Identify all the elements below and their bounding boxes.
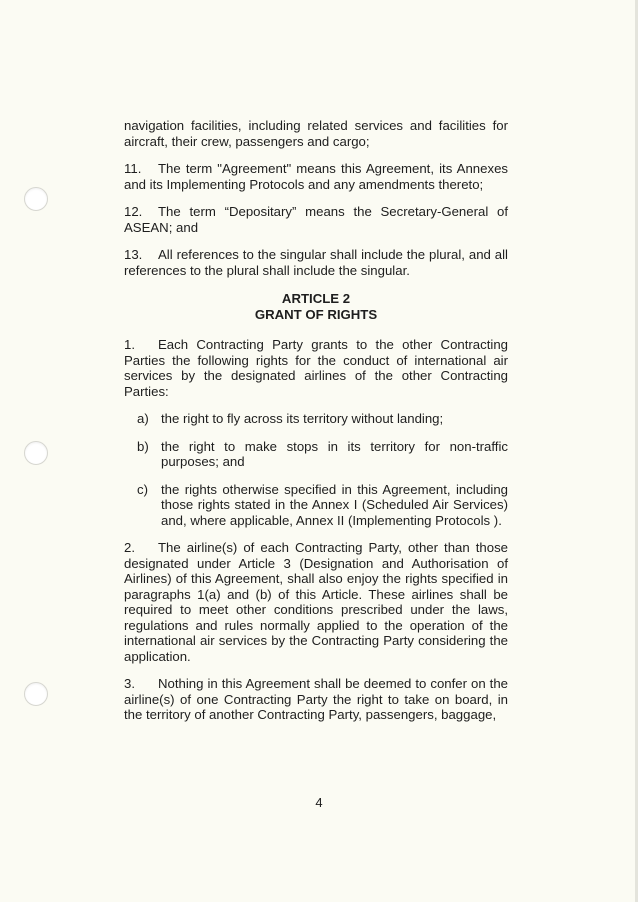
paragraph-text: The airline(s) of each Contracting Party, other than those designated under Article 3 (Designation and Authorisation of Airlines) of this Agreement, shall also enjoy the rights specified in paragraphs 1(a) and (b) of this Article. These airlines shall be required to meet other conditions prescribed under the laws, regulations and rules normally applied to the operation of the international air services by the Contracting Party considering the application. (124, 540, 508, 664)
paragraph-text: Nothing in this Agreement shall be deemed to confer on the airline(s) of one Contracting Party the right to take on board, in the territory of another Contracting Party, passengers, baggage, (124, 676, 508, 722)
paragraph-number: 13. (124, 247, 143, 262)
article-heading (124, 291, 508, 322)
article-paragraph-2 (124, 540, 508, 664)
document-body (124, 118, 508, 735)
list-item-letter: a) (137, 411, 149, 426)
list-item-text: the rights otherwise specified in this Agreement, including those rights stated in the Annex I (Scheduled Air Services) and, where applicable, Annex II (Implementing Protocols ). (161, 481, 508, 528)
paragraph-number: 2. (124, 540, 135, 555)
paragraph-number: 3. (124, 676, 135, 691)
intro-paragraph: navigation facilities, including related services and facilities for aircraft, their crew, passengers and cargo; (124, 118, 508, 149)
punch-hole (24, 682, 48, 706)
paragraph-number: 1. (124, 337, 135, 352)
definition-paragraph (124, 161, 508, 192)
punch-hole (24, 187, 48, 211)
paragraph-number: 12. (124, 204, 143, 219)
definition-paragraph (124, 204, 508, 235)
list-item-text: the right to make stops in its territory for non-traffic purposes; and (161, 438, 508, 469)
list-item (124, 411, 508, 427)
definition-paragraph (124, 247, 508, 278)
paragraph-text: Each Contracting Party grants to the other Contracting Parties the following rights for the conduct of international air services by the designated airlines of the other Contracting Parties: (124, 337, 508, 399)
list-item (124, 439, 508, 470)
list-item (124, 482, 508, 529)
page-number: 4 (315, 795, 323, 810)
article-subtitle: GRANT OF RIGHTS (254, 306, 378, 322)
article-paragraph-1 (124, 337, 508, 399)
paragraph-text: All references to the singular shall include the plural, and all references to the plural shall include the singular. (124, 247, 508, 278)
list-item-letter: c) (137, 481, 148, 497)
punch-hole (24, 441, 48, 465)
paragraph-text: The term “Depositary” means the Secretary-General of ASEAN; and (124, 204, 508, 235)
article-title: ARTICLE 2 (281, 291, 351, 306)
paragraph-text: The term "Agreement" means this Agreement, its Annexes and its Implementing Protocols and any amendments thereto; (124, 161, 508, 192)
paragraph-number: 11. (124, 161, 142, 176)
article-paragraph-3 (124, 676, 508, 723)
list-item-letter: b) (137, 438, 149, 454)
list-item-text: the right to fly across its territory without landing; (161, 411, 444, 426)
